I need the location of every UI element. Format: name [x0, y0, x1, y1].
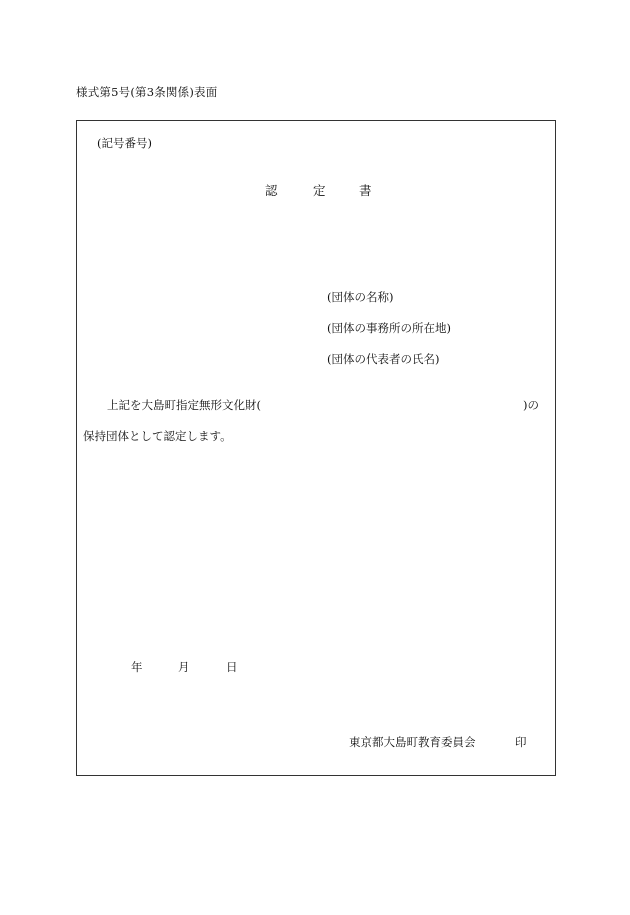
- date-year: 年: [131, 660, 143, 674]
- form-label: 様式第5号(第3条関係)表面: [76, 85, 218, 99]
- issuer-name: 東京都大島町教育委員会: [349, 735, 476, 749]
- seal-mark: 印: [515, 735, 527, 749]
- body-line-1-prefix: 上記を大島町指定無形文化財(: [107, 398, 261, 412]
- organization-representative-label: (団体の代表者の氏名): [327, 352, 440, 366]
- record-number: (記号番号): [97, 136, 152, 150]
- organization-name-label: (団体の名称): [327, 290, 394, 304]
- title-char-2: 定: [313, 183, 326, 198]
- title-char-3: 書: [359, 183, 372, 198]
- body-line-2: 保持団体として認定します。: [83, 429, 232, 443]
- title-char-1: 認: [265, 183, 278, 198]
- organization-address-label: (団体の事務所の所在地): [327, 321, 451, 335]
- certificate-frame: [76, 120, 556, 776]
- date-day: 日: [226, 660, 238, 674]
- date-month: 月: [178, 660, 190, 674]
- body-line-1-suffix: )の: [523, 398, 539, 412]
